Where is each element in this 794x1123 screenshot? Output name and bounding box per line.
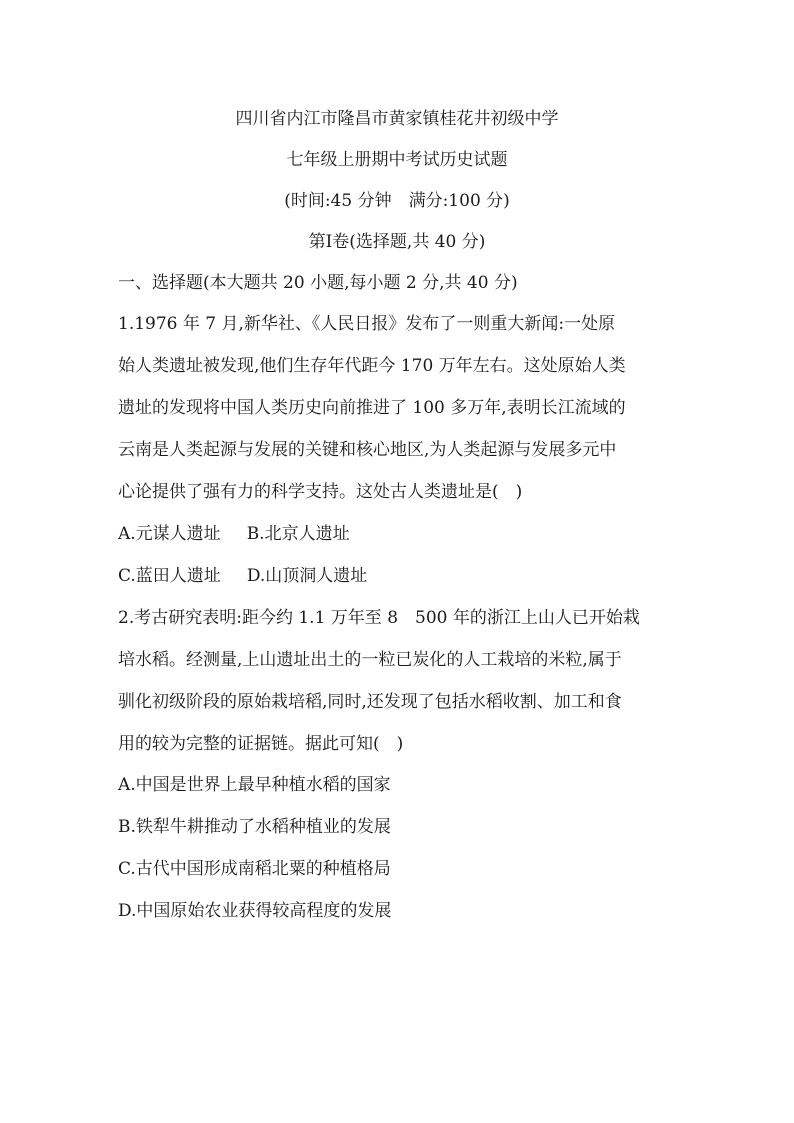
question-1-stem-line: 遗址的发现将中国人类历史向前推进了 100 多万年,表明长江流域的 <box>118 398 626 418</box>
question-1-stem-line: 云南是人类起源与发展的关键和核心地区,为人类起源与发展多元中 <box>118 440 617 460</box>
question-2-option-c[interactable]: C.古代中国形成南稻北粟的种植格局 <box>118 859 391 879</box>
time-info: (时间:45 分钟 满分:100 分) <box>284 191 510 211</box>
question-1-stem-line: 始人类遗址被发现,他们生存年代距今 170 万年左右。这处原始人类 <box>118 356 626 376</box>
question-2-option-b[interactable]: B.铁犁牛耕推动了水稻种植业的发展 <box>118 817 391 837</box>
question-1-option-a[interactable]: A.元谋人遗址 <box>118 524 221 544</box>
question-2-stem-line: 用的较为完整的证据链。据此可知( ) <box>118 734 404 754</box>
question-1-options-row-2 <box>118 564 367 588</box>
question-1-option-b[interactable]: B.北京人遗址 <box>246 524 350 544</box>
exam-title: 七年级上册期中考试历史试题 <box>286 150 508 170</box>
question-2-option-d[interactable]: D.中国原始农业获得较高程度的发展 <box>118 901 392 921</box>
question-1-option-d[interactable]: D.山顶洞人遗址 <box>246 566 368 586</box>
question-2-stem-line: 2.考古研究表明:距今约 1.1 万年至 8 500 年的浙江上山人已开始栽 <box>118 608 640 628</box>
question-1-options-row-1 <box>118 522 350 546</box>
part-title: 第Ⅰ卷(选择题,共 40 分) <box>308 232 486 252</box>
question-2-stem-line: 培水稻。经测量,上山遗址出土的一粒已炭化的人工栽培的米粒,属于 <box>118 650 622 670</box>
section-heading: 一、选择题(本大题共 20 小题,每小题 2 分,共 40 分) <box>118 273 518 293</box>
question-1-stem-line: 心论提供了强有力的科学支持。这处古人类遗址是( ) <box>118 482 523 502</box>
question-1-stem-line: 1.1976 年 7 月,新华社、《人民日报》发布了一则重大新闻:一处原 <box>118 314 616 334</box>
question-2-stem-line: 驯化初级阶段的原始栽培稻,同时,还发现了包括水稻收割、加工和食 <box>118 692 622 712</box>
school-name: 四川省内江市隆昌市黄家镇桂花井初级中学 <box>235 109 559 129</box>
question-1-option-c[interactable]: C.蓝田人遗址 <box>118 566 221 586</box>
question-2-option-a[interactable]: A.中国是世界上最早种植水稻的国家 <box>118 775 391 795</box>
